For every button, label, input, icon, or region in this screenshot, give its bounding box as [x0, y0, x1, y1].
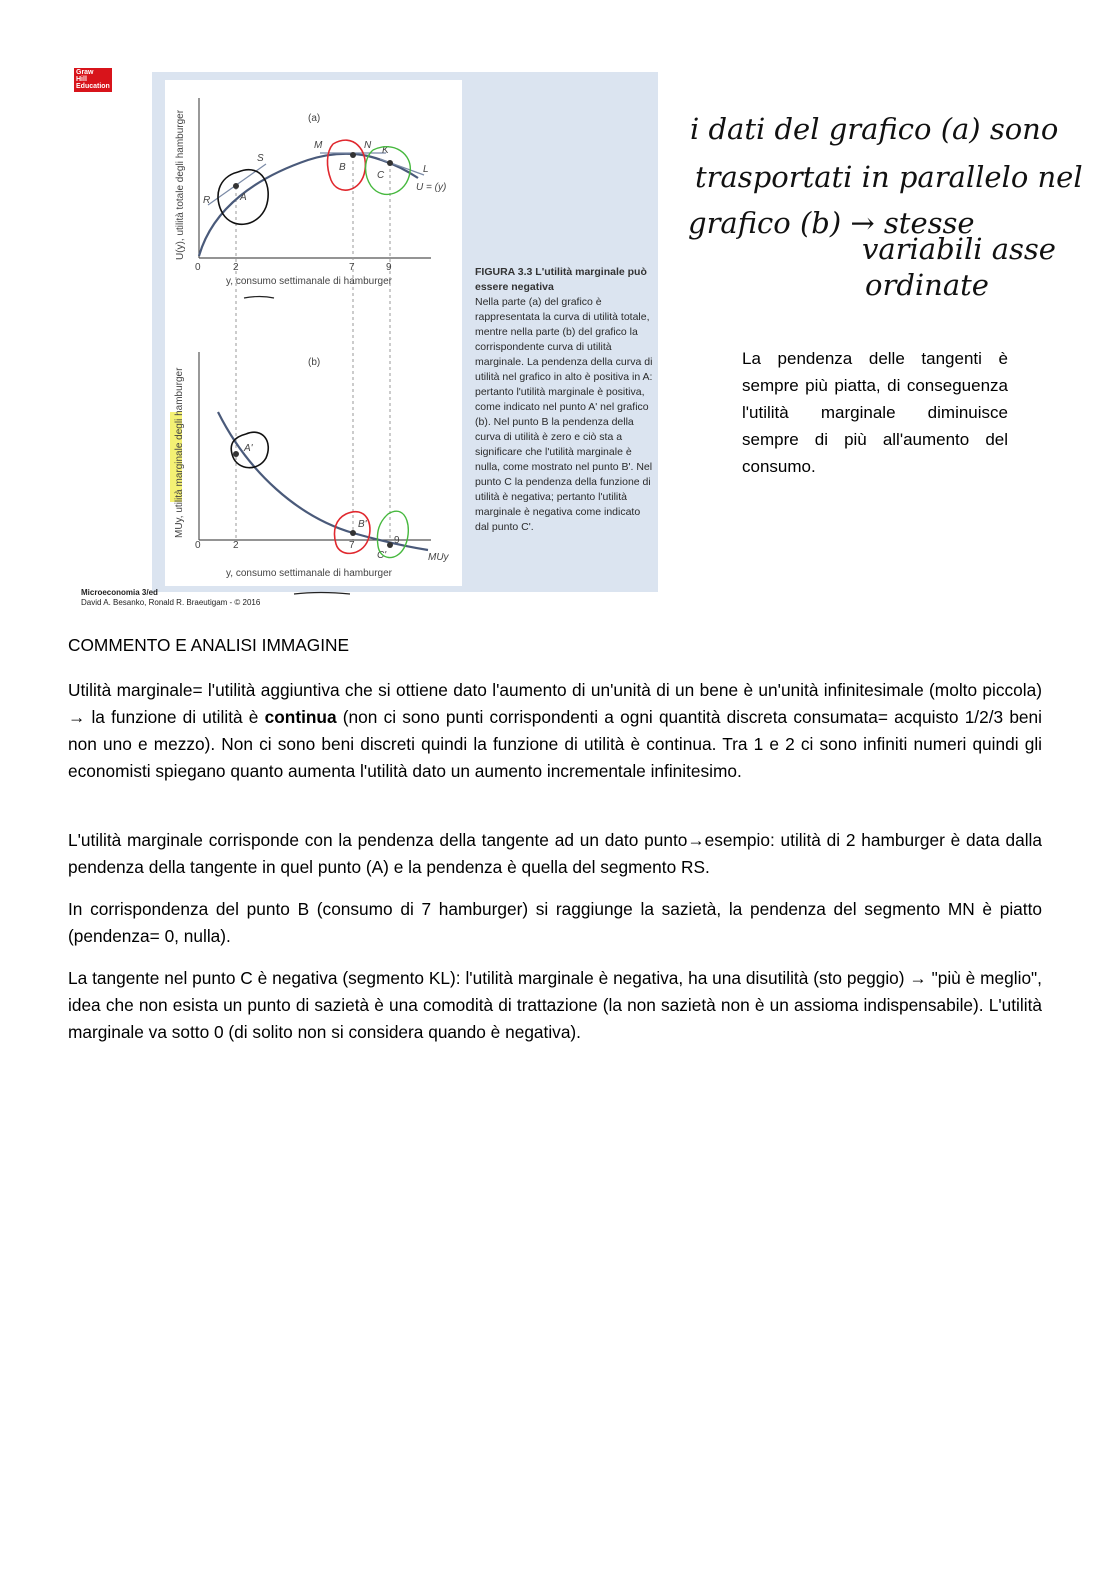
panel-a-tick-9: 9: [386, 262, 392, 273]
publisher-logo: Graw Hill Education: [74, 68, 112, 92]
hand-annotations: [218, 140, 410, 557]
panel-b-tick-9: 9: [394, 535, 400, 546]
section-heading: COMMENTO E ANALISI IMMAGINE: [68, 635, 350, 655]
point-B: B: [339, 162, 346, 173]
panel-b-tick-7: 7: [349, 540, 355, 551]
side-note: La pendenza delle tangenti è sempre più piatta, di conseguenza l'utilità marginale diminuisce sempre di più all'aumento del consumo.: [742, 349, 1008, 476]
paragraph-3: In corrispondenza del punto B (consumo di 7 hamburger) si raggiunge la sazietà, la pendenza del segmento MN è piatto (pendenza= 0, nulla).: [68, 899, 1042, 946]
utility-curve: [199, 154, 418, 256]
panel-b-y-label: MUy, utilità marginale degli hamburger: [174, 367, 185, 538]
panel-a-label: (a): [308, 113, 321, 124]
figure-caption-title: FIGURA 3.3 L'utilità marginale può essere negativa: [475, 266, 647, 293]
handwritten-line-2: trasportati in parallelo nel: [695, 160, 1083, 194]
point-K: K: [382, 145, 389, 156]
panel-a-x-label: y, consumo settimanale di hamburger: [226, 276, 393, 287]
textbook-figure: [68, 62, 668, 622]
point-L: L: [423, 164, 429, 175]
point-C-prime: C': [377, 550, 387, 561]
utility-curve-label: U = (y): [416, 182, 447, 193]
panel-b-label: (b): [308, 357, 321, 368]
panel-b-tick-2: 2: [233, 540, 239, 551]
panel-a: [175, 98, 446, 540]
point-M: M: [314, 140, 323, 151]
panel-b-x-label: y, consumo settimanale di hamburger: [226, 568, 393, 579]
point-A-prime: A': [244, 443, 253, 454]
panel-a-tick-2: 2: [233, 262, 239, 273]
handwritten-line-3: grafico (b) → stesse: [688, 206, 975, 240]
panel-a-tick-7: 7: [349, 262, 355, 273]
paragraph-2: L'utilità marginale corrisponde con la pendenza della tangente ad un dato punto→esempio: utilità di 2 hamburger è data dalla pendenza della tangente in quel punto (A) e la pendenza è quella del segmento RS.: [68, 830, 1042, 877]
point-N: N: [364, 140, 372, 151]
handwritten-line-1: i dati del grafico (a) sono: [690, 112, 1059, 146]
figure-credit: [81, 588, 260, 608]
panel-a-y-label: U(y), utilità totale degli hamburger: [175, 109, 186, 260]
figure-caption-body: Nella parte (a) del grafico è rappresentata la curva di utilità totale, mentre nella parte (b) del grafico la corrispondente curva di utilità marginale. La pendenza della curva di utilità nel grafico in alto è positiva in A: pertanto l'utilità marginale è positiva, come indicato nel punto A' nel grafico (b). Nel punto B la pendenza della curva di utilità è zero e ciò sta a significare che l'utilità marginale è nulla, come mostrato nel punto B'. Nel punto C la pendenza della funzione di utilità è negativa; pertanto l'utilità marginale è negativa come indicato dal punto C'.: [475, 296, 653, 533]
mu-curve-label: MUy: [428, 552, 449, 563]
credit-authors: David A. Besanko, Ronald R. Braeutigam - © 2016: [81, 598, 261, 607]
point-R: R: [203, 195, 211, 206]
handwritten-line-5: ordinate: [865, 268, 989, 302]
credit-title: Microeconomia 3/ed: [81, 588, 158, 597]
figure-caption: [475, 265, 653, 535]
handwritten-line-4: variabili asse: [862, 232, 1056, 266]
point-A: A: [240, 192, 247, 203]
point-S: S: [257, 153, 264, 164]
paragraph-4: La tangente nel punto C è negativa (segmento KL): l'utilità marginale è negativa, ha una disutilità (sto peggio) → "più è meglio", idea che non esista un punto di sazietà è una comodità di trattazione (la non sazietà non è un assioma indispensabile). L'utilità marginale va sotto 0 (di solito non si considera quando è negativa).: [68, 968, 1042, 1042]
paragraph-1: Utilità marginale= l'utilità aggiuntiva che si ottiene dato l'aumento di un'unità di un bene è un'unità infinitesimale (molto piccola) → la funzione di utilità è continua (non ci sono punti corrispondenti a ogni quantità discreta consumata= acquisto 1/2/3 beni non uno e mezzo). Non ci sono beni discreti quindi la funzione di utilità è continua. Tra 1 e 2 ci sono infiniti numeri quindi gli economisti spiegano quanto aumenta l'utilità dato un aumento incrementale infinitesimo.: [68, 680, 1042, 781]
point-B-prime: B': [358, 519, 367, 530]
panel-b: [170, 352, 450, 594]
point-C: C: [377, 170, 385, 181]
panel-b-tick-0: 0: [195, 540, 201, 551]
panel-a-tick-0: 0: [195, 262, 201, 273]
